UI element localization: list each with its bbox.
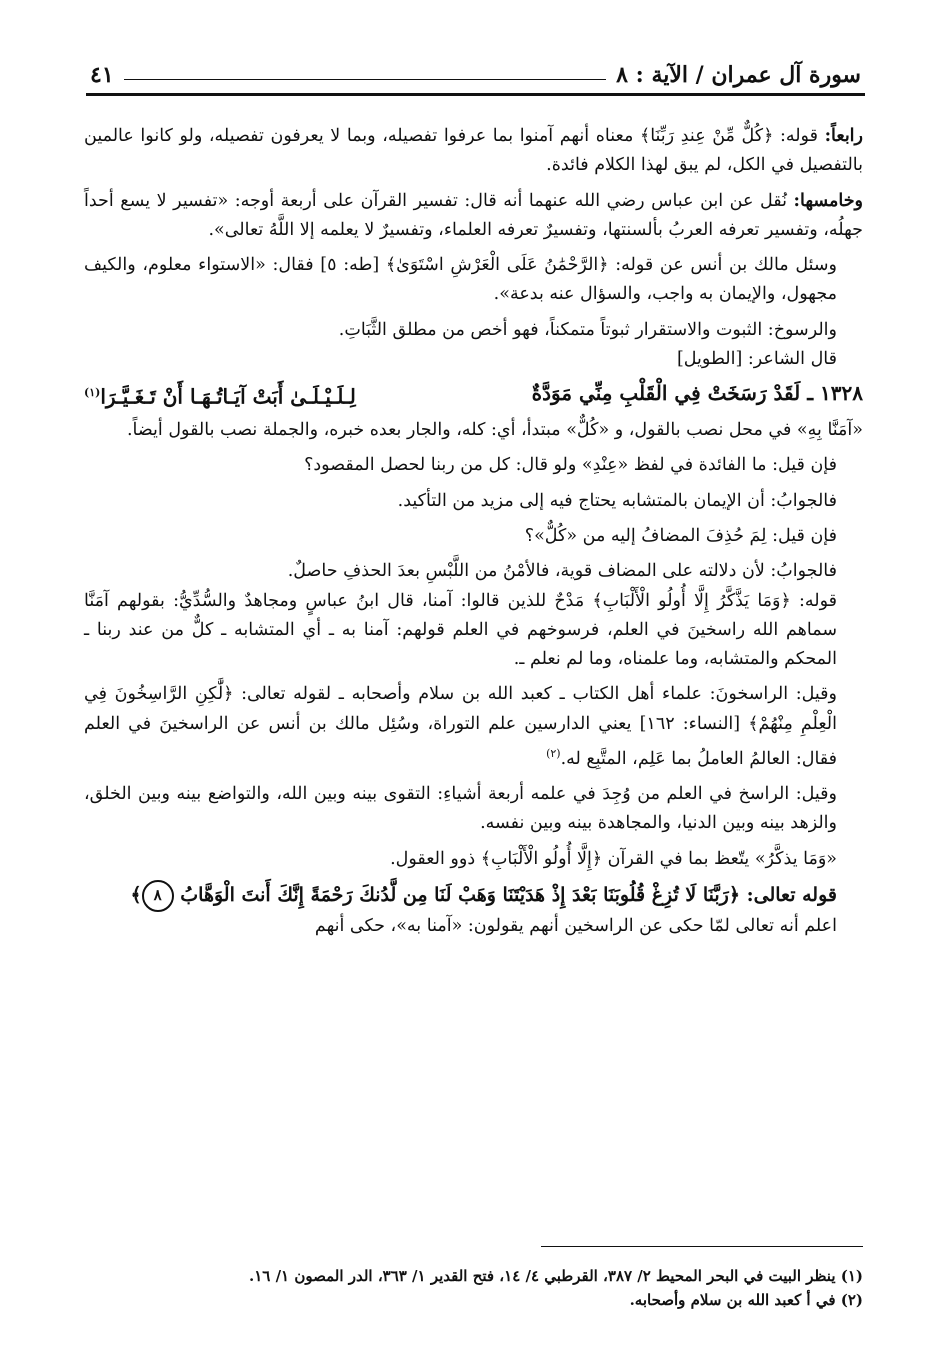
paragraph-poet: قال الشاعر: [الطويل] [676,349,837,370]
running-header [90,58,861,88]
page-number: ٤١ [90,62,114,88]
paragraph-fifth: وخامسها: نُقل عن ابن عباس رضي الله عنهما أنه قال: تفسير القرآن على أربعة أوجه: «تفسير لا يسع أحداً جهلُه، وتفسير تعرفه العربُ بألسنتها، وتفسيرٌ تعرفه العلماء، وتفسيرٌ لا يعلمه إلا اللَّهُ تعالى». [84,190,863,240]
paragraph-question-1: فإن قيل: ما الفائدة في لفظ «عِنْدِ» ولو قال: كل من ربنا لحصل المقصود؟ [304,455,837,476]
paragraph-rasikhun: وقيل: الراسخونَ: علماء أهل الكتاب ـ كعبد الله بن سلام وأصحابه ـ لقوله تعالى: ﴿لَّٰكِنِ الرَّاسِخُونَ فِي الْعِلْمِ مِنْهُمْ﴾ [النساء: ١٦٢] يعني الدارسين علم التوراة، وسُئِل مالك بن أنس عن الراسخينَ في العلم فقال: العالمُ العاملُ بما عَلِم، المتَّبِع له.$^{(٢)}$ [84,684,837,769]
verse-first-half: ١٣٢٨ ـ لَقَدْ رَسَخَتْ فِي الْقَلْبِ مِنِّي مَوَدَّةٌ [531,381,863,406]
header-line [124,79,607,80]
footnote-1: (١) ينظر البيت في البحر المحيط ٢/ ٣٨٧، القرطبي ٤/ ١٤، فتح القدير ١/ ٣٦٣، الدر المصون ١/ ١٦. [248,1267,863,1285]
paragraph-last: اعلم أنه تعالى لمّا حكى عن الراسخين أنهم يقولون: «آمنا به»، حكى أنهم [314,916,837,937]
footnote-ref-2: (٢) [546,747,561,760]
paragraph-rusukh: والرسوخ: الثبوت والاستقرار ثبوتاً متمكناً، فهو أخص من مطلق الثَّبَاتِ. [338,319,837,340]
footnote-2: (٢) في أ كعبد الله بن سلام وأصحابه. [629,1291,863,1309]
main-text [84,122,863,941]
paragraph-praise: قوله: ﴿وَمَا يَذَّكَّرُ إِلَّا أُولُو الْأَلْبَابِ﴾ مَدْحٌ للذين قالوا: آمنا، قال ابنُ عباسٍ ومجاهدٌ والسُّدِّيُّ: بقولهم آمَنَّا سماهم الله راسخينَ في العلم، فرسوخهم في العلم قولهم: آمنا به ـ أي المتشابه ـ كلٌّ من عند ربنا ـ المحكم والمتشابه، وما علمناه، وما لم نعلم ـ. [84,590,837,670]
paragraph-grammar: «آمَنَّا بِهِ» في محل نصب بالقول، و «كُلٌّ» مبتدأ، أي: كله، والجار بعده خبره، والجملة نصب بالقول أيضاً. [126,420,863,441]
paragraph-fourth: رابعاً: قوله: ﴿كُلٌّ مِّنْ عِندِ رَبِّنَا﴾ معناه أنهم آمنوا بما عرفوا تفصيله، وبما لا يعرفون تفصيله، ولو كانوا عالمين بالتفصيل في الكل، لم يبق لهذا الكلام فائدة. [84,126,863,176]
paragraph-four-things: وقيل: الراسخ في العلم من وُجِدَ في علمه أربعة أشياءِ: التقوى بينه وبين الله، والتواضع بينه وبين الخلق، والزهد بينه وبين الدنيا، والمجاهدة بينه وبين نفسه. [84,784,837,834]
paragraph-answer-1: فالجوابُ: أن الإيمان بالمتشابه يحتاج فيه إلى مزيد من التأكيد. [397,490,837,511]
paragraph-malik: وسئل مالك بن أنس عن قوله: ﴿الرَّحْمَٰنُ عَلَى الْعَرْشِ اسْتَوَىٰ﴾ [طه: ٥] فقال: «الاستواء معلوم، والكيف مجهول، والإيمان به واجب، والسؤال عنه بدعة». [84,255,837,305]
poetry-verse [84,378,863,412]
header-rule [86,93,865,96]
ayah-heading: قوله تعالى: ﴿رَبَّنَا لَا تُزِغْ قُلُوبَنَا بَعْدَ إِذْ هَدَيْتَنَا وَهَبْ لَنَا مِن لَّدُنكَ رَحْمَةً إِنَّكَ أَنتَ الْوَهَّابُ ٨﴾ [84,880,863,912]
ayah-number-marker: ٨ [142,880,174,912]
paragraph-answer-2: فالجوابُ: لأن دلالته على المضاف قوية، فالأمْنُ من اللَّبْسِ بعدَ الحذفِ حاصلٌ. [287,561,837,582]
footnotes [84,1264,863,1312]
footnote-ref: (١) [84,386,101,400]
paragraph-dhikr: «وَمَا يذكَّرُ» يتّعظ بما في القرآن ﴿إِلَّا أُولُو الْأَلْبَابِ﴾ ذوو العقول. [390,848,837,869]
verse-second-half: لِـلَـيْـلَـىٰ أَبَتْ آيَـاتُـهَـا أَنْ تَـغَـيَّـرَا$^{(١)}$ [84,385,356,410]
footnote-rule [541,1246,863,1247]
surah-title: سورة آل عمران / الآية : ٨ [616,62,861,88]
paragraph-question-2: فإن قيل: لِمَ حُذِفَ المضافُ إليه من «كُلٌّ»؟ [524,525,837,546]
